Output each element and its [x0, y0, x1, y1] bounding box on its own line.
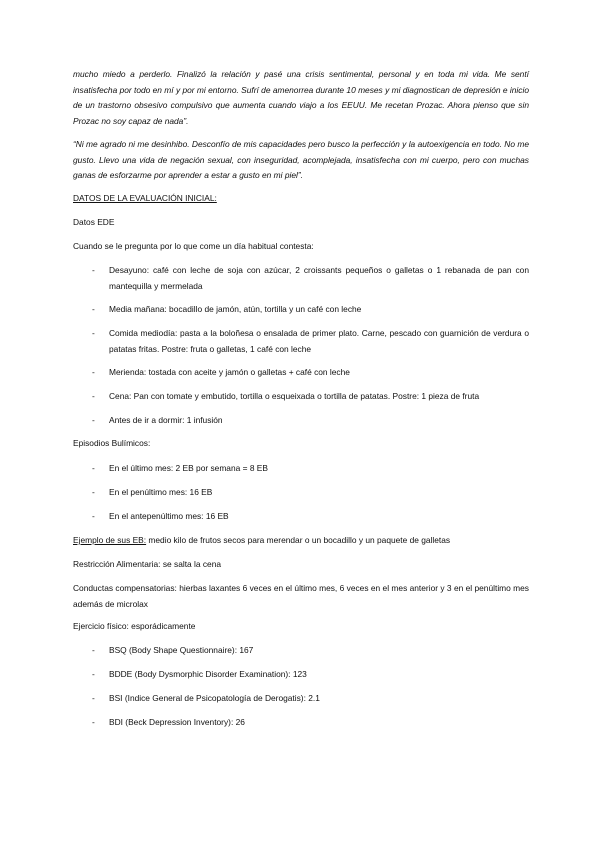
test-item: BDDE (Body Dysmorphic Disorder Examination): 123 — [109, 669, 307, 679]
example-text: medio kilo de frutos secos para merendar o un bocadillo y un paquete de galletas — [146, 535, 451, 545]
list-dash: - — [92, 669, 95, 679]
test-item: BSQ (Body Shape Questionnaire): 167 — [109, 645, 254, 655]
exercise-text: Ejercicio físico: esporádicamente — [73, 621, 196, 631]
test-item: BSI (Indice General de Psicopatología de Derogatis): 2.1 — [109, 693, 320, 703]
list-dash: - — [92, 463, 95, 473]
diet-item: Cena: Pan con tomate y embutido, tortilla o esqueixada o tortilla de patatas. Postre: 1 pieza de fruta — [109, 391, 480, 401]
section-title: DATOS DE LA EVALUACIÓN INICIAL: — [73, 193, 217, 203]
list-dash: - — [92, 367, 95, 377]
list-dash: - — [92, 717, 95, 727]
list-dash: - — [92, 693, 95, 703]
ede-label: Datos EDE — [73, 217, 115, 227]
list-dash: - — [92, 415, 95, 425]
diet-question: Cuando se le pregunta por lo que come un día habitual contesta: — [73, 241, 314, 251]
diet-item: Merienda: tostada con aceite y jamón o galletas + café con leche — [109, 367, 350, 377]
list-dash: - — [92, 645, 95, 655]
list-dash: - — [92, 304, 95, 314]
list-dash: - — [92, 511, 95, 521]
test-item: BDI (Beck Depression Inventory): 26 — [109, 717, 245, 727]
diet-item: Comida mediodía: pasta a la boloñesa o ensalada de primer plato. Carne, pescado con guarnición de verdura o patatas fritas. Postre: fruta o galletas, 1 café con leche — [109, 328, 529, 354]
example-paragraph — [73, 533, 529, 549]
compensatory-text: Conductas compensatorias: hierbas laxantes 6 veces en el último mes, 6 veces en el mes anterior y 3 en el penúltimo mes además de microlax — [73, 583, 529, 609]
list-dash: - — [92, 328, 95, 338]
bulimic-item: En el penúltimo mes: 16 EB — [109, 487, 213, 497]
bulimic-item: En el último mes: 2 EB por semana = 8 EB — [109, 463, 268, 473]
list-dash: - — [92, 487, 95, 497]
list-dash: - — [92, 265, 95, 275]
restriction-text: Restricción Alimentaria: se salta la cena — [73, 559, 222, 569]
patient-quote-continued: mucho miedo a perderlo. Finalizó la relación y pasé una crisis sentimental, personal y en toda mi vida. Me sentí insatisfecha por todo en mí y por mi entorno. Sufrí de amenorrea durante 10 meses y mi diagnostican de depresión e inicio de un trastorno obsesivo compulsivo que aumenta cuando viajo a los EEUU. Me recetan Prozac. Ahora pienso que sin Prozac no soy capaz de nada”. — [73, 69, 529, 126]
diet-item: Desayuno: café con leche de soja con azúcar, 2 croissants pequeños o galletas o 1 rebanada de pan con mantequilla y mermelada — [109, 265, 529, 291]
example-label: Ejemplo de sus EB: — [73, 535, 147, 545]
bulimic-label: Episodios Bulímicos: — [73, 438, 151, 448]
diet-item: Media mañana: bocadillo de jamón, atún, tortilla y un café con leche — [109, 304, 362, 314]
bulimic-item: En el antepenúltimo mes: 16 EB — [109, 511, 229, 521]
patient-quote: “Ni me agrado ni me desinhibo. Desconfío de mis capacidades pero busco la perfección y la autoexigencia en todo. No me gusto. Llevo una vida de negación sexual, con inseguridad, acomplejada, insatisfecha con mi cuerpo, pero con muchas ganas de esforzarme por aprender a estar a gusto en mi piel”. — [73, 139, 529, 180]
list-dash: - — [92, 391, 95, 401]
diet-item: Antes de ir a dormir: 1 infusión — [109, 415, 223, 425]
